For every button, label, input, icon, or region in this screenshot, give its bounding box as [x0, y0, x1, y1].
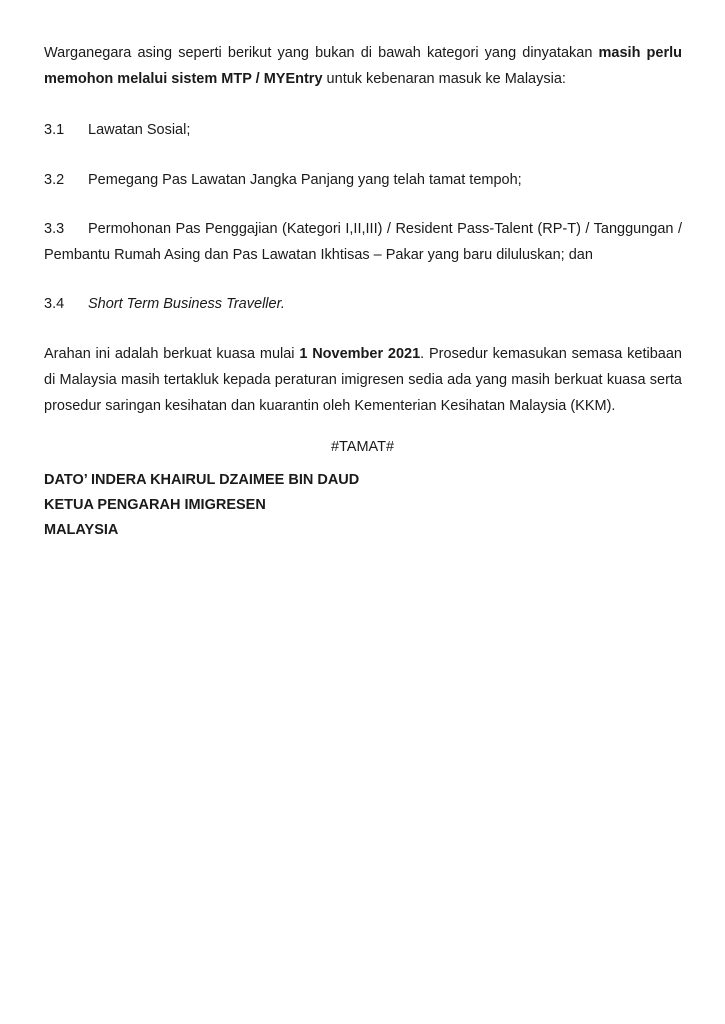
- closing-text-after: . Prosedur kemasukan semasa ketibaan di Malaysia masih tertakluk kepada peraturan imigresen sedia ada yang masih berkuat kuasa serta prosedur saringan kesihatan dan kuarantin oleh Kementerian Kesihatan Malaysia (KKM).: [44, 346, 682, 414]
- end-marker: #TAMAT#: [330, 439, 395, 455]
- list-item-number: 3.1: [44, 122, 65, 138]
- list-item-text: Lawatan Sosial;: [88, 122, 191, 138]
- list-item-text: Short Term Business Traveller.: [88, 296, 285, 312]
- list-item-3-4: [44, 291, 682, 317]
- intro-text-before: Warganegara asing seperti berikut yang bukan di bawah kategori yang dinyatakan: [44, 45, 599, 61]
- closing-text-before: Arahan ini adalah berkuat kuasa mulai: [44, 346, 300, 362]
- list-item-text: Pemegang Pas Lawatan Jangka Panjang yang telah tamat tempoh;: [88, 172, 522, 188]
- list-item-number: 3.2: [44, 172, 65, 188]
- list-item-number: 3.3: [44, 221, 65, 237]
- list-item-3-2: [44, 167, 682, 193]
- signatory-title: KETUA PENGARAH IMIGRESEN: [44, 497, 266, 513]
- effective-date: 1 November 2021: [299, 346, 421, 362]
- list-item-number: 3.4: [44, 296, 65, 312]
- list-item-text: Permohonan Pas Penggajian (Kategori I,II,III) / Resident Pass-Talent (RP-T) / Tanggungan / Pembantu Rumah Asing dan Pas Lawatan Ikhtisas – Pakar yang baru diluluskan; dan: [44, 221, 682, 263]
- closing-paragraph: [44, 341, 682, 419]
- intro-bold-text: masih perlu memohon melalui sistem MTP / MYEntry: [44, 45, 682, 87]
- list-item-3-3: [44, 216, 682, 268]
- signatory-country: MALAYSIA: [44, 522, 119, 538]
- intro-paragraph: [44, 40, 682, 92]
- list-item-3-1: [44, 117, 682, 143]
- intro-text-after: untuk kebenaran masuk ke Malaysia:: [322, 71, 566, 87]
- signatory-name: DATO’ INDERA KHAIRUL DZAIMEE BIN DAUD: [44, 472, 360, 488]
